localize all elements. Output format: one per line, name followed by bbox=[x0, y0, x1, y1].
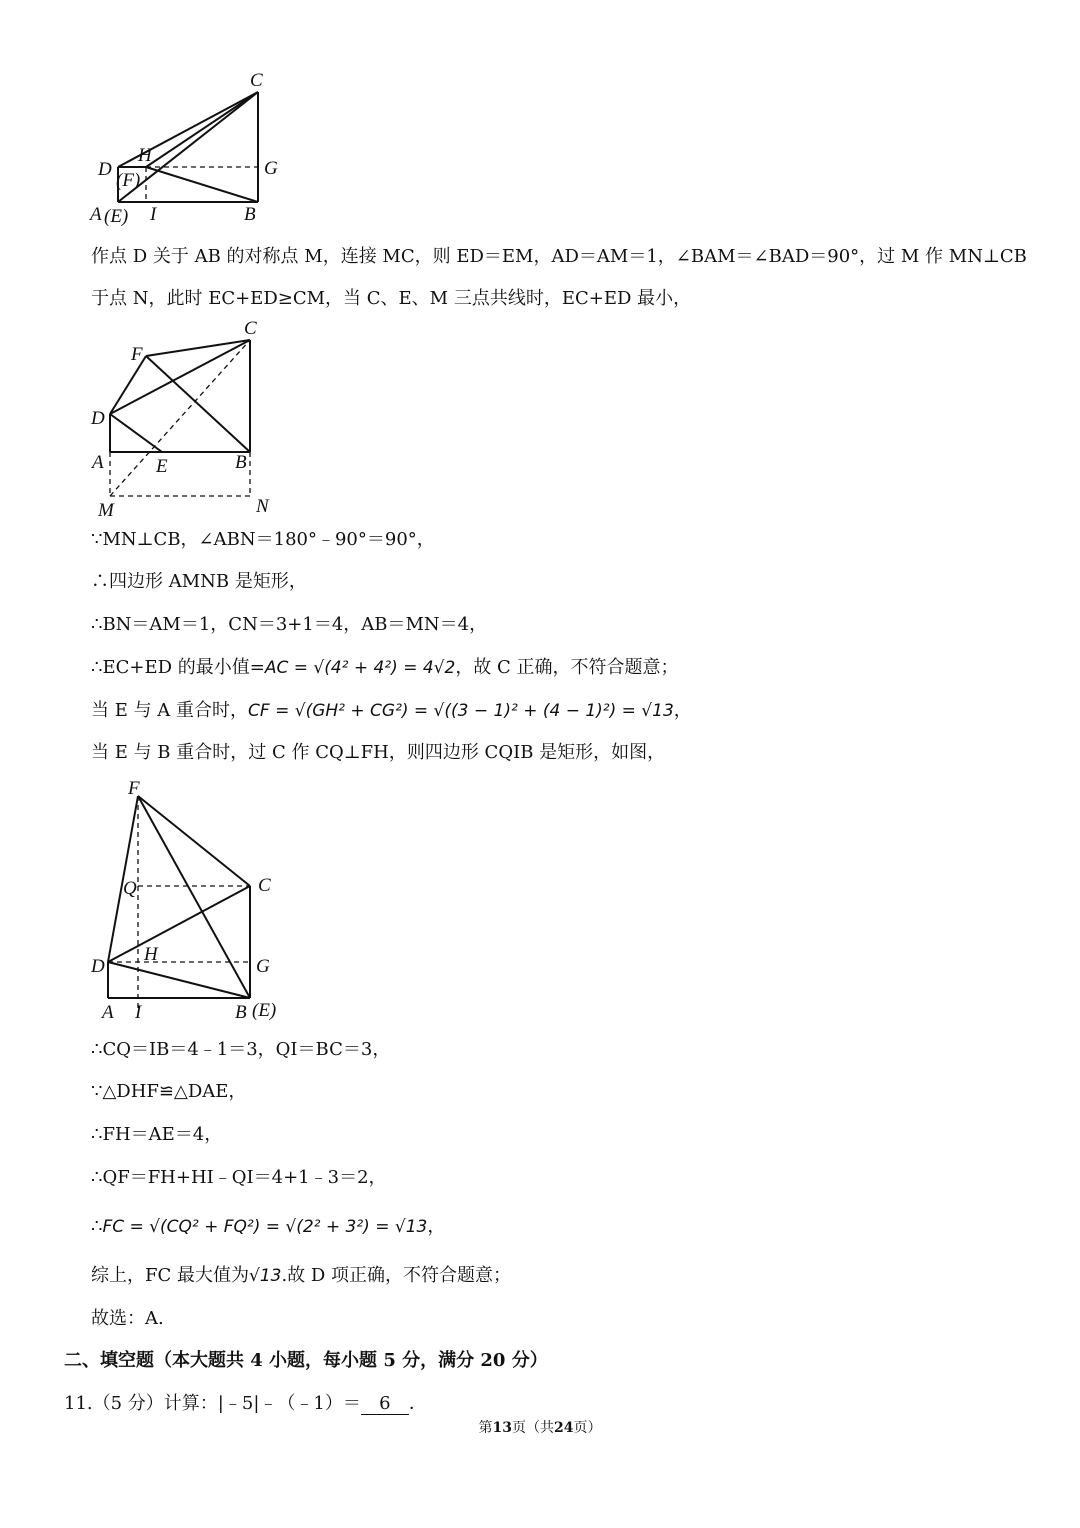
label-F: (F) bbox=[116, 170, 141, 191]
page-footer bbox=[0, 1419, 1080, 1437]
step2-line-6 bbox=[91, 1264, 511, 1288]
label-D: D bbox=[98, 159, 112, 180]
step2-6-formula: √13 bbox=[248, 1266, 282, 1286]
step-line-1: ∵MN⊥CB，∠ABN＝180°﹣90°＝90°， bbox=[91, 529, 435, 550]
footer-page-number: 13 bbox=[492, 1420, 512, 1436]
label-G: G bbox=[264, 158, 278, 179]
label-E: (E) bbox=[104, 206, 129, 227]
label-I: I bbox=[150, 204, 157, 225]
label-B: B bbox=[244, 204, 256, 225]
label-I: I bbox=[135, 1002, 142, 1023]
label-C: C bbox=[250, 70, 263, 91]
footer-text-c: 页） bbox=[573, 1420, 602, 1436]
label-A: A bbox=[90, 204, 102, 225]
label-B: B bbox=[235, 1002, 247, 1023]
label-E: (E) bbox=[252, 1000, 277, 1021]
section-heading: 二、填空题（本大题共 4 小题，每小题 5 分，满分 20 分） bbox=[64, 1350, 548, 1371]
label-F: F bbox=[131, 344, 143, 365]
question-11-text: 11.（5 分）计算：|﹣5|﹣（﹣1）＝ bbox=[64, 1393, 361, 1414]
step-4-prefix: ∴EC+ED 的最小值= bbox=[91, 657, 265, 678]
step2-line-5 bbox=[91, 1215, 445, 1239]
step-5-prefix: 当 E 与 A 重合时， bbox=[91, 700, 249, 721]
label-N: N bbox=[256, 496, 269, 517]
step2-5-prefix: ∴ bbox=[91, 1216, 103, 1237]
step2-6-prefix: 综上，FC 最大值为 bbox=[91, 1265, 249, 1286]
label-B: B bbox=[235, 452, 247, 473]
step2-line-7: 故选：A. bbox=[91, 1308, 164, 1329]
solution-text-line-1: 作点 D 关于 AB 的对称点 M，连接 MC，则 ED＝EM，AD＝AM＝1，∠BAM＝∠BAD＝90°，过 M 作 MN⊥CB bbox=[91, 246, 1027, 267]
geometry-figure-2 bbox=[86, 318, 286, 518]
step2-5-suffix: ， bbox=[427, 1216, 446, 1237]
geometry-figure-1 bbox=[86, 68, 316, 228]
footer-text-b: 页（共 bbox=[512, 1420, 554, 1436]
label-D: D bbox=[91, 408, 105, 429]
step-4-formula: AC = √(4² + 4²) = 4√2 bbox=[264, 658, 456, 678]
step-5-formula: CF = √(GH² + CG²) = √((3 − 1)² + (4 − 1)²) = √13 bbox=[248, 701, 674, 721]
label-H: H bbox=[138, 145, 152, 166]
label-D: D bbox=[91, 956, 105, 977]
label-Q: Q bbox=[123, 878, 137, 899]
step-line-4 bbox=[91, 656, 679, 680]
step2-line-2: ∵△DHF≌△DAE， bbox=[91, 1081, 247, 1102]
footer-text-a: 第 bbox=[478, 1420, 493, 1436]
step-line-3: ∴BN＝AM＝1，CN＝3+1＝4，AB＝MN＝4， bbox=[91, 614, 488, 635]
step-5-suffix: ， bbox=[673, 700, 692, 721]
label-A: A bbox=[102, 1002, 114, 1023]
label-G: G bbox=[256, 956, 270, 977]
footer-total-pages: 24 bbox=[554, 1420, 574, 1436]
geometry-figure-3 bbox=[86, 776, 306, 1026]
step-line-5 bbox=[91, 699, 692, 723]
question-11-suffix: ． bbox=[408, 1393, 427, 1414]
label-H: H bbox=[144, 944, 158, 965]
step2-5-formula: FC = √(CQ² + FQ²) = √(2² + 3²) = √13 bbox=[102, 1217, 428, 1237]
label-C: C bbox=[244, 318, 257, 339]
label-M: M bbox=[98, 500, 114, 518]
label-C: C bbox=[258, 875, 271, 896]
solution-text-line-2: 于点 N，此时 EC+ED≥CM，当 C、E、M 三点共线时，EC+ED 最小， bbox=[91, 288, 692, 309]
step2-line-4: ∴QF＝FH+HI﹣QI＝4+1﹣3＝2， bbox=[91, 1167, 387, 1188]
step-line-6: 当 E 与 B 重合时，过 C 作 CQ⊥FH，则四边形 CQIB 是矩形，如图， bbox=[91, 742, 666, 763]
step-line-2: ∴四边形 AMNB 是矩形， bbox=[91, 571, 307, 592]
step-4-suffix: ，故 C 正确，不符合题意； bbox=[455, 657, 679, 678]
label-F: F bbox=[128, 778, 140, 799]
question-11 bbox=[64, 1392, 427, 1416]
step2-6-suffix: .故 D 项正确，不符合题意； bbox=[281, 1265, 512, 1286]
label-E: E bbox=[156, 456, 168, 477]
step2-line-1: ∴CQ＝IB＝4﹣1＝3，QI＝BC＝3， bbox=[91, 1039, 391, 1060]
step2-line-3: ∴FH＝AE＝4， bbox=[91, 1124, 223, 1145]
label-A: A bbox=[92, 452, 104, 473]
question-11-answer: 6 bbox=[361, 1394, 409, 1415]
